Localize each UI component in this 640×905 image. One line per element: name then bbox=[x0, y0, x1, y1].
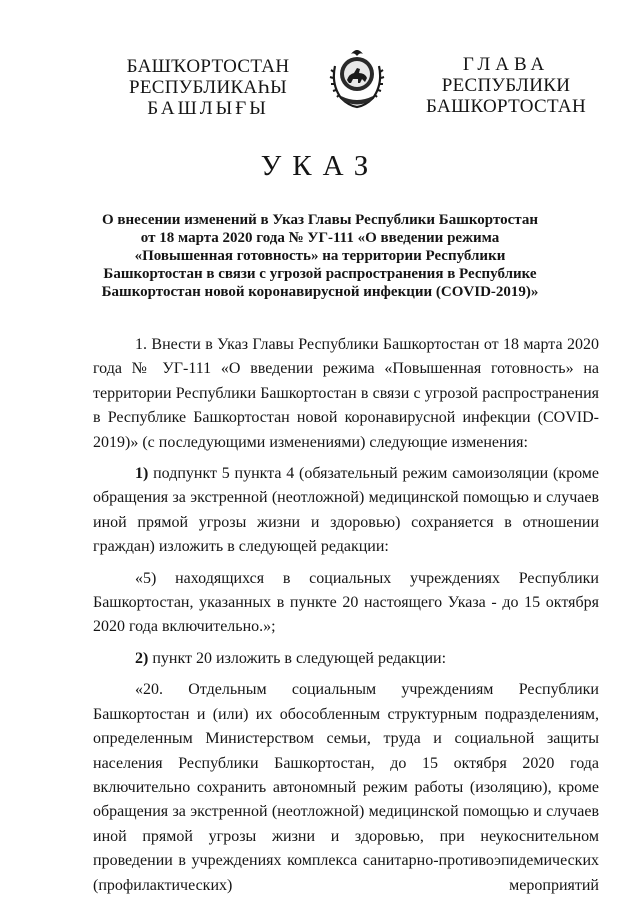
item-number-2: 2) bbox=[135, 649, 149, 667]
paragraph-5: «20. Отдельным социальным учреждениям Республики Башкортостан и (или) их обособленным структурным подразделениям, определенным Министерством семьи, труда и социальной защиты населения Республики Башкортостан, до 15 октября 2020 года включительно сохранить автономный режим работы (изоляцию), кроме обращения за экстренной (неотложной) медицинской помощью и случаев иной прямой угрозы жизни и здоровью, при неукоснительном проведении в учреждениях комплекса санитарно-противоэпидемических (профилактических) мероприятий bbox=[93, 681, 599, 894]
paragraph-4-text: пункт 20 изложить в следующей редакции: bbox=[148, 649, 447, 667]
item-number-1: 1) bbox=[135, 465, 149, 483]
header-right-line-1: ГЛАВА bbox=[462, 54, 550, 75]
header-left-line-1: БАШҠОРТОСТАН bbox=[126, 56, 290, 77]
header-left-line-3: БАШЛЫҒЫ bbox=[147, 98, 269, 119]
header-right-line-2: РЕСПУБЛИКИ bbox=[441, 75, 571, 96]
document-title: УКАЗ bbox=[260, 150, 380, 182]
document-body bbox=[93, 333, 599, 905]
coat-of-arms-icon bbox=[327, 44, 387, 110]
paragraph-2 bbox=[93, 462, 599, 560]
header-left-bashkir bbox=[108, 56, 308, 119]
paragraph-2-text: подпункт 5 пункта 4 (обязательный режим самоизоляции (кроме обращения за экстренной (неотложной) медицинской помощью и случаев иной прямой угрозы жизни и здоровью) сохраняется в отношении граждан) изложить в следующей редакции: bbox=[93, 465, 599, 556]
paragraph-4 bbox=[93, 647, 599, 671]
header-right-line-3: БАШКОРТОСТАН bbox=[426, 96, 586, 117]
header-right-russian bbox=[408, 54, 604, 117]
document-subject: О внесении изменений в Указ Главы Республики Башкортостан от 18 марта 2020 года № УГ-111 «О введении режима «Повышенная готовность» на территории Республики Башкортостан в связи с угрозой распространения в Республике Башкортостан новой коронавирусной инфекции (COVID-2019)» bbox=[101, 212, 539, 300]
header-left-line-2: РЕСПУБЛИКАҺЫ bbox=[129, 77, 287, 98]
paragraph-3: «5) находящихся в социальных учреждениях Республики Башкортостан, указанных в пункте 20 настоящего Указа - до 15 октября 2020 года включительно.»; bbox=[93, 569, 599, 636]
paragraph-1: 1. Внести в Указ Главы Республики Башкортостан от 18 марта 2020 года № УГ-111 «О введении режима «Повышенная готовность» на территории Республики Башкортостан в связи с угрозой распространения в Республике Башкортостан новой коронавирусной инфекции (COVID-2019)» (с последующими изменениями) следующие изменения: bbox=[93, 336, 599, 451]
